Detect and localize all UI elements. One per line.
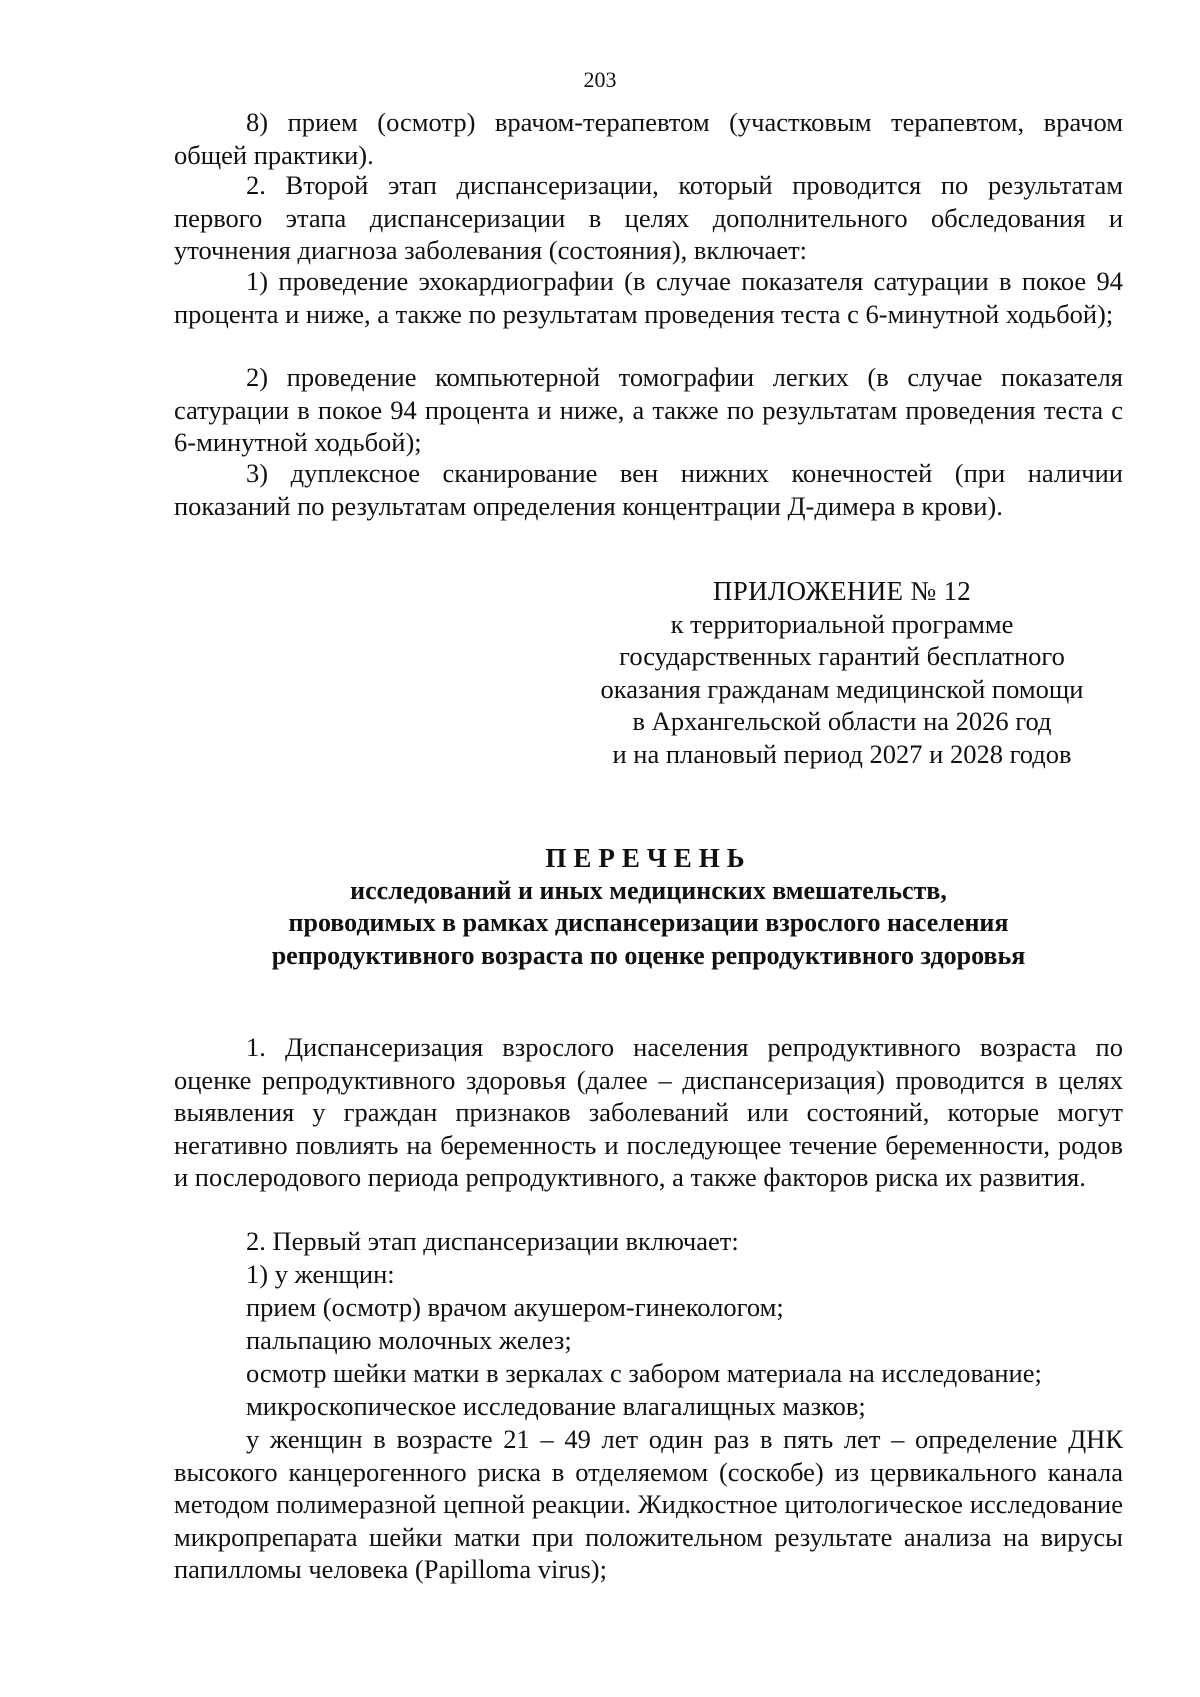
list-item-women: 1) у женщин:: [246, 1259, 395, 1289]
paragraph-first-stage: 2. Первый этап диспансеризации включает:: [246, 1226, 739, 1256]
paragraph-hpv-testing: у женщин в возрасте 21 – 49 лет один раз в пять лет – определение ДНК высокого канцерогенного риска в отделяемом (соскобе) из цервикального канала методом полимеразной цепной реакции. Жидкостное цитологическое исследование микропрепарата шейки матки при положительном результате анализа на вирусы папилломы человека (Papilloma virus);: [174, 1424, 1123, 1584]
appendix-line: государственных гарантий бесплатного: [619, 641, 1065, 671]
appendix-line: и на плановый период 2027 и 2028 годов: [612, 738, 1072, 769]
list-item-breast-palpation: пальпацию молочных желез;: [246, 1325, 572, 1355]
appendix-title: ПРИЛОЖЕНИЕ № 12: [712, 576, 972, 606]
appendix-line: оказания гражданам медицинской помощи: [600, 673, 1084, 704]
heading-line: проводимых в рамках диспансеризации взрослого населения: [288, 908, 1009, 937]
paragraph-therapist-exam: 8) прием (осмотр) врачом-терапевтом (участковым терапевтом, врачом общей практики).: [174, 107, 1123, 170]
appendix-line: к территориальной программе: [670, 608, 1014, 639]
heading-line: репродуктивного возраста по оценке репродуктивного здоровья: [271, 940, 1026, 970]
paragraph-echocardiography: 1) проведение эхокардиографии (в случае показателя сатурации в покое 94 процента и ниже, а также по результатам проведения теста с 6-минутной ходьбой);: [174, 266, 1123, 329]
appendix-line: в Архангельской области на 2026 год: [632, 706, 1052, 736]
paragraph-ct-lungs: 2) проведение компьютерной томографии легких (в случае показателя сатурации в покое 94 процента и ниже, а также по результатам проведения теста с 6-минутной ходьбой);: [174, 362, 1123, 457]
heading-title: ПЕРЕЧЕНЬ: [545, 843, 752, 873]
paragraph-dispensarization-purpose: 1. Диспансеризация взрослого населения репродуктивного возраста по оценке репродуктивного здоровья (далее – диспансеризация) проводится в целях выявления у граждан признаков заболеваний или состояний, которые могут негативно повлиять на беременность и последующее течение беременности, родов и послеродового периода репродуктивного, а также факторов риска их развития.: [174, 1032, 1123, 1192]
list-item-gynecologist-exam: прием (осмотр) врачом акушером-гинекологом;: [246, 1292, 784, 1322]
list-item-cervix-exam: осмотр шейки матки в зеркалах с забором материала на исследование;: [246, 1358, 1042, 1388]
page-number: 203: [583, 67, 617, 92]
appendix-block: [592, 575, 1092, 770]
list-heading: [174, 842, 1123, 972]
paragraph-second-stage: 2. Второй этап диспансеризации, который проводится по результатам первого этапа диспансеризации в целях дополнительного обследования и уточнения диагноза заболевания (состояния), включает:: [174, 170, 1123, 265]
paragraph-duplex-scan: 3) дуплексное сканирование вен нижних конечностей (при наличии показаний по результатам определения концентрации Д-димера в крови).: [174, 458, 1123, 521]
list-item-microscopy: микроскопическое исследование влагалищных мазков;: [246, 1391, 866, 1421]
heading-line: исследований и иных медицинских вмешательств,: [350, 875, 947, 905]
